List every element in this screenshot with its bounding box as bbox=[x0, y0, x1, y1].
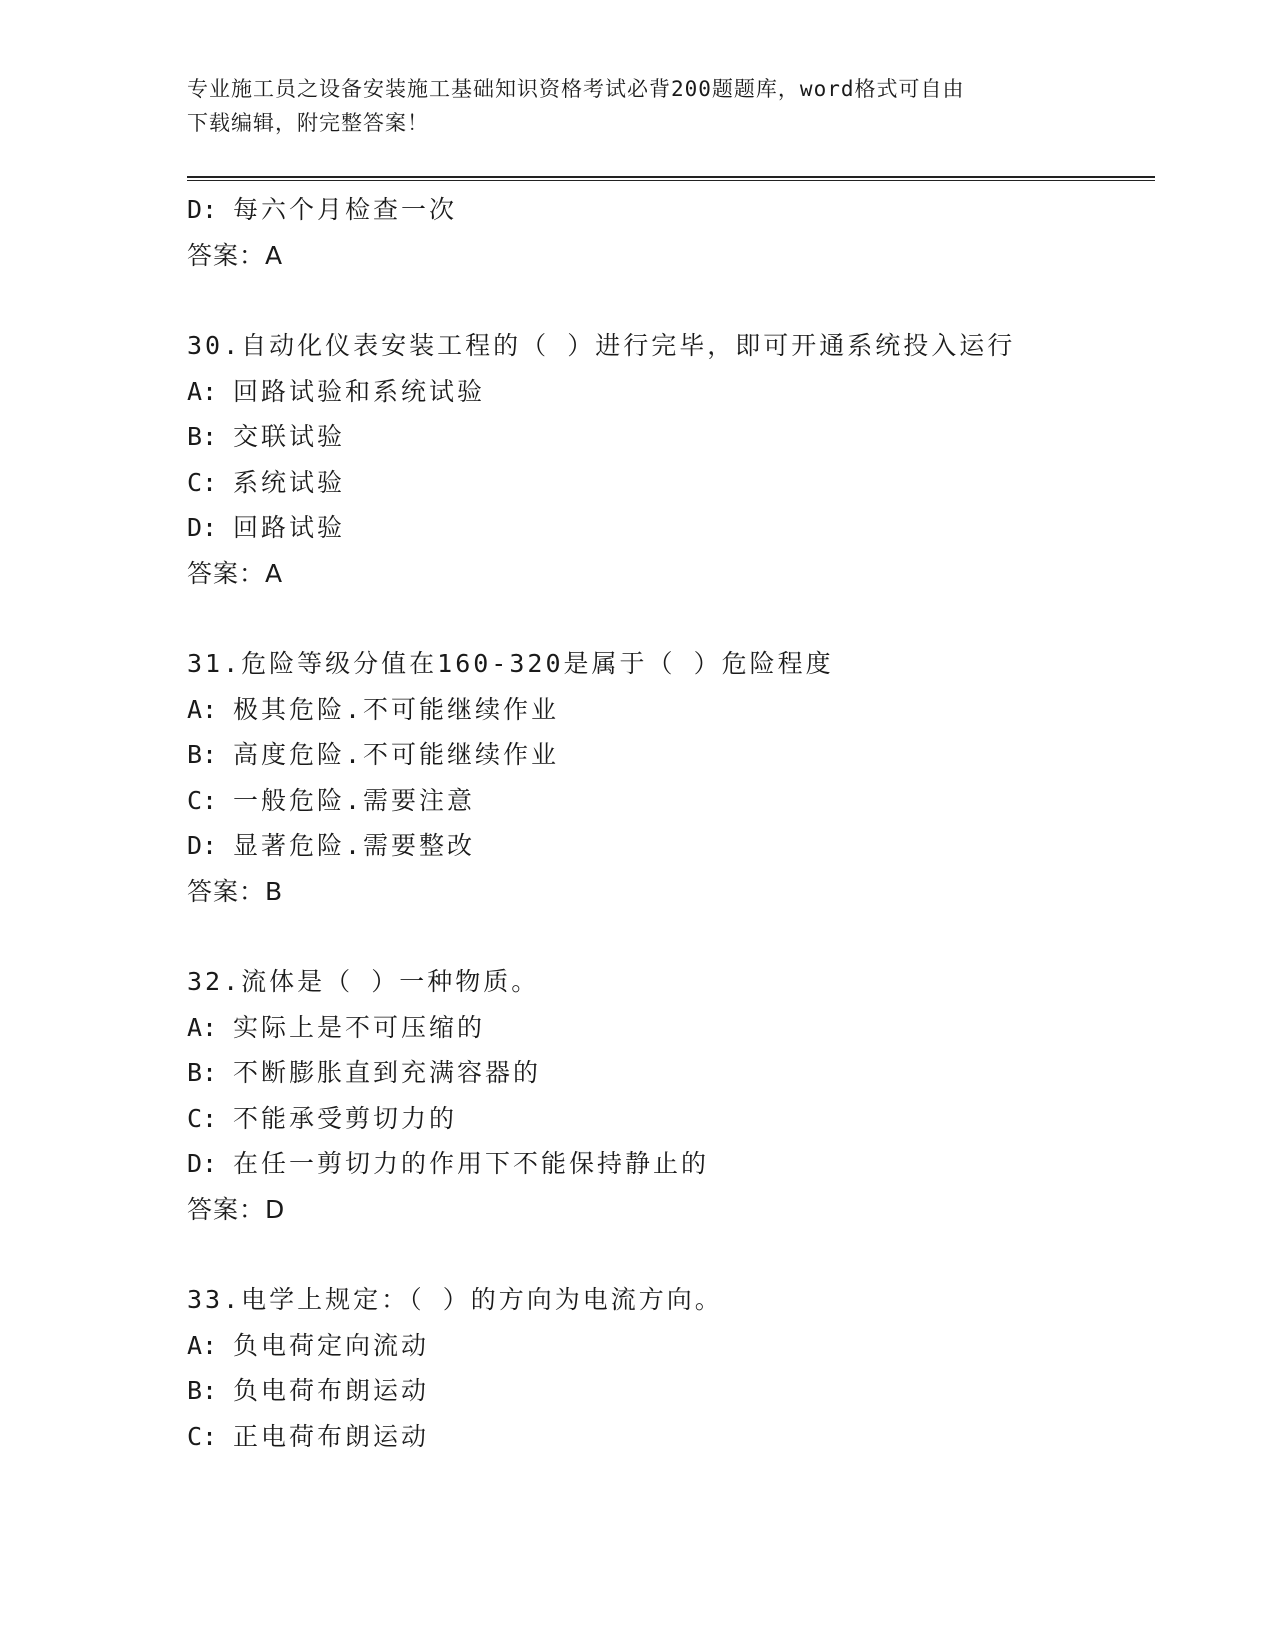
option-letter: B: bbox=[187, 740, 218, 769]
answer-line: 答案：A bbox=[187, 558, 284, 588]
question-list bbox=[187, 187, 1155, 1459]
option-letter: B: bbox=[187, 422, 218, 451]
option-letter: A: bbox=[187, 1012, 218, 1042]
option-b bbox=[187, 732, 1155, 778]
option-b bbox=[187, 1368, 1155, 1414]
option-text: 负电荷定向流动 bbox=[233, 1330, 430, 1360]
option-text: 显著危险.需要整改 bbox=[233, 831, 476, 860]
option-text: 一般危险.需要注意 bbox=[233, 785, 476, 815]
option-text: 回路试验 bbox=[233, 513, 346, 542]
question-block bbox=[187, 323, 1155, 596]
option-letter: C: bbox=[187, 785, 218, 815]
option-text: 每六个月检查一次 bbox=[233, 195, 458, 224]
option-letter: C: bbox=[187, 1103, 218, 1133]
option-letter: B: bbox=[187, 1058, 218, 1087]
option-letter: D: bbox=[187, 513, 218, 542]
option-b bbox=[187, 414, 1155, 460]
option-d bbox=[187, 187, 1155, 233]
option-letter: C: bbox=[187, 1421, 218, 1451]
option-d bbox=[187, 1141, 1155, 1187]
option-c bbox=[187, 460, 1155, 506]
option-text: 交联试验 bbox=[233, 422, 346, 451]
option-text: 负电荷布朗运动 bbox=[233, 1376, 430, 1405]
option-text: 不断膨胀直到充满容器的 bbox=[233, 1058, 542, 1087]
question-block bbox=[187, 187, 1155, 278]
question-text: 33.电学上规定：（ ）的方向为电流方向。 bbox=[187, 1285, 723, 1314]
option-text: 在任一剪切力的作用下不能保持静止的 bbox=[233, 1149, 710, 1178]
header-divider bbox=[187, 176, 1155, 181]
option-a bbox=[187, 1005, 1155, 1051]
option-text: 不能承受剪切力的 bbox=[233, 1103, 458, 1133]
question-block bbox=[187, 1277, 1155, 1459]
answer-line: 答案：D bbox=[187, 1194, 286, 1224]
option-text: 回路试验和系统试验 bbox=[233, 376, 486, 406]
question-text: 32.流体是（ ）一种物质。 bbox=[187, 967, 540, 996]
option-c bbox=[187, 778, 1155, 824]
question-block bbox=[187, 959, 1155, 1232]
option-d bbox=[187, 823, 1155, 869]
option-letter: D: bbox=[187, 1149, 218, 1178]
option-letter: B: bbox=[187, 1376, 218, 1405]
option-letter: A: bbox=[187, 1330, 218, 1360]
question-text: 31.危险等级分值在160-320是属于（ ）危险程度 bbox=[187, 649, 834, 678]
option-text: 极其危险.不可能继续作业 bbox=[233, 694, 560, 724]
page-header bbox=[187, 72, 1067, 140]
option-c bbox=[187, 1096, 1155, 1142]
option-letter: D: bbox=[187, 195, 218, 224]
option-text: 高度危险.不可能继续作业 bbox=[233, 740, 560, 769]
option-text: 实际上是不可压缩的 bbox=[233, 1012, 486, 1042]
header-title-line1: 专业施工员之设备安装施工基础知识资格考试必背200题题库，word格式可自由 bbox=[187, 77, 965, 101]
header-title-line2: 下载编辑，附完整答案！ bbox=[187, 111, 429, 135]
answer-line: 答案：A bbox=[187, 240, 284, 270]
option-text: 系统试验 bbox=[233, 467, 346, 497]
option-letter: D: bbox=[187, 831, 218, 860]
option-c bbox=[187, 1414, 1155, 1460]
option-b bbox=[187, 1050, 1155, 1096]
question-block bbox=[187, 641, 1155, 914]
option-a bbox=[187, 1323, 1155, 1369]
option-letter: A: bbox=[187, 694, 218, 724]
option-letter: A: bbox=[187, 376, 218, 406]
option-a bbox=[187, 369, 1155, 415]
answer-line: 答案：B bbox=[187, 876, 284, 906]
option-a bbox=[187, 687, 1155, 733]
option-letter: C: bbox=[187, 467, 218, 497]
option-d bbox=[187, 505, 1155, 551]
option-text: 正电荷布朗运动 bbox=[233, 1421, 430, 1451]
question-text: 30.自动化仪表安装工程的（ ）进行完毕，即可开通系统投入运行 bbox=[187, 331, 1016, 360]
